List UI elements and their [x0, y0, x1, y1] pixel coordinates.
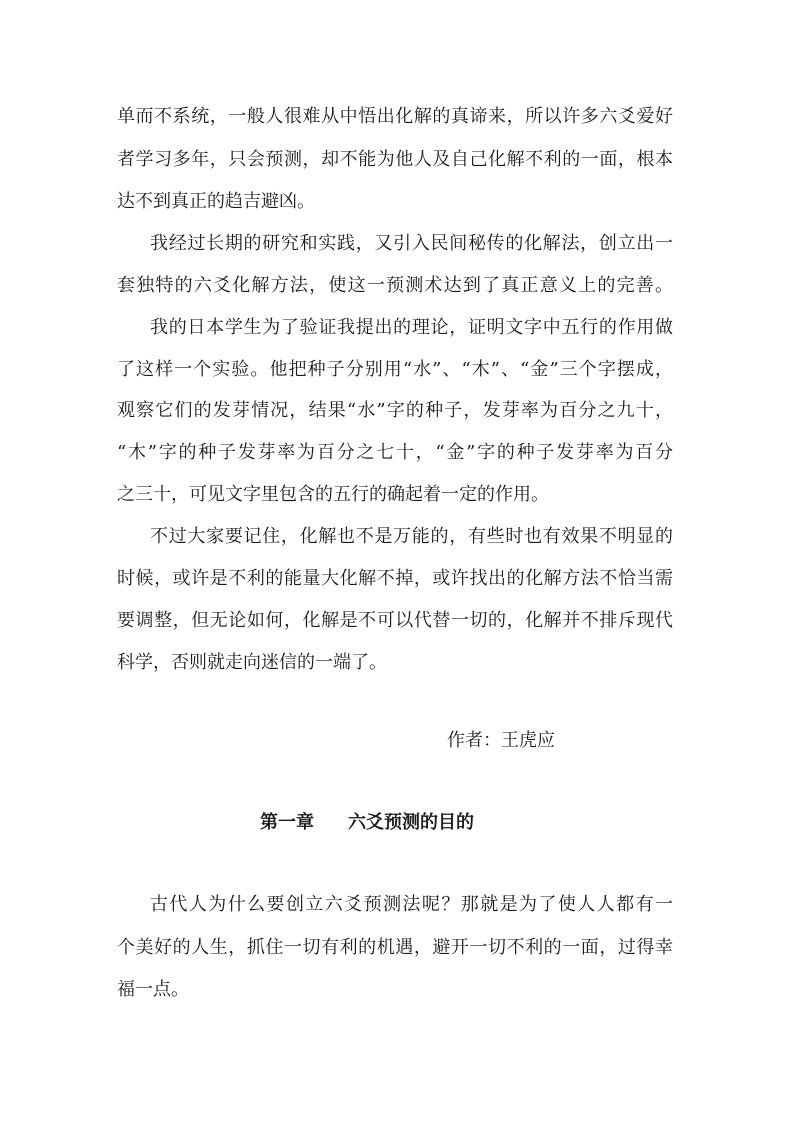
text-line: 之三十，可见文字里包含的五行的确起着一定的作用。 — [117, 484, 549, 505]
text-line: 科学，否则就走向迷信的一端了。 — [117, 652, 387, 673]
text-line: 单而不系统，一般人很难从中悟出化解的真谛来，所以许多六爻爱好 — [117, 106, 673, 127]
text-line: 古代人为什么要创立六爻预测法呢？那就是为了使人人都有一 — [150, 894, 673, 915]
text-line: 我经过长期的研究和实践，又引入民间秘传的化解法，创立出一 — [150, 233, 673, 254]
chapter-heading — [260, 809, 474, 837]
text-line: 时候，或许是不利的能量大化解不掉，或许找出的化解方法不恰当需 — [117, 568, 673, 589]
author-line: 作者：王虎应 — [447, 730, 555, 751]
text-line: “木”字的种子发芽率为百分之七十，“金”字的种子发芽率为百分 — [117, 442, 673, 463]
text-line: 福一点。 — [117, 979, 189, 1000]
text-line: 要调整，但无论如何，化解是不可以代替一切的，化解并不排斥现代 — [117, 610, 673, 631]
chapter-number: 第一章 — [260, 812, 314, 833]
text-line: 了这样一个实验。他把种子分别用“水”、“木”、“金”三个字摆成， — [117, 359, 673, 380]
text-line: 不过大家要记住，化解也不是万能的，有些时也有效果不明显的 — [150, 526, 673, 547]
text-line: 观察它们的发芽情况，结果“水”字的种子，发芽率为百分之九十， — [117, 400, 673, 421]
text-line: 我的日本学生为了验证我提出的理论，证明文字中五行的作用做 — [150, 317, 673, 338]
text-line: 个美好的人生，抓住一切有利的机遇，避开一切不利的一面，过得幸 — [117, 937, 673, 958]
text-line: 达不到真正的趋吉避凶。 — [117, 191, 315, 212]
chapter-title: 六爻预测的目的 — [348, 812, 474, 833]
text-line: 者学习多年，只会预测，却不能为他人及自己化解不利的一面，根本 — [117, 149, 673, 170]
text-line: 套独特的六爻化解方法，使这一预测术达到了真正意义上的完善。 — [117, 275, 673, 296]
